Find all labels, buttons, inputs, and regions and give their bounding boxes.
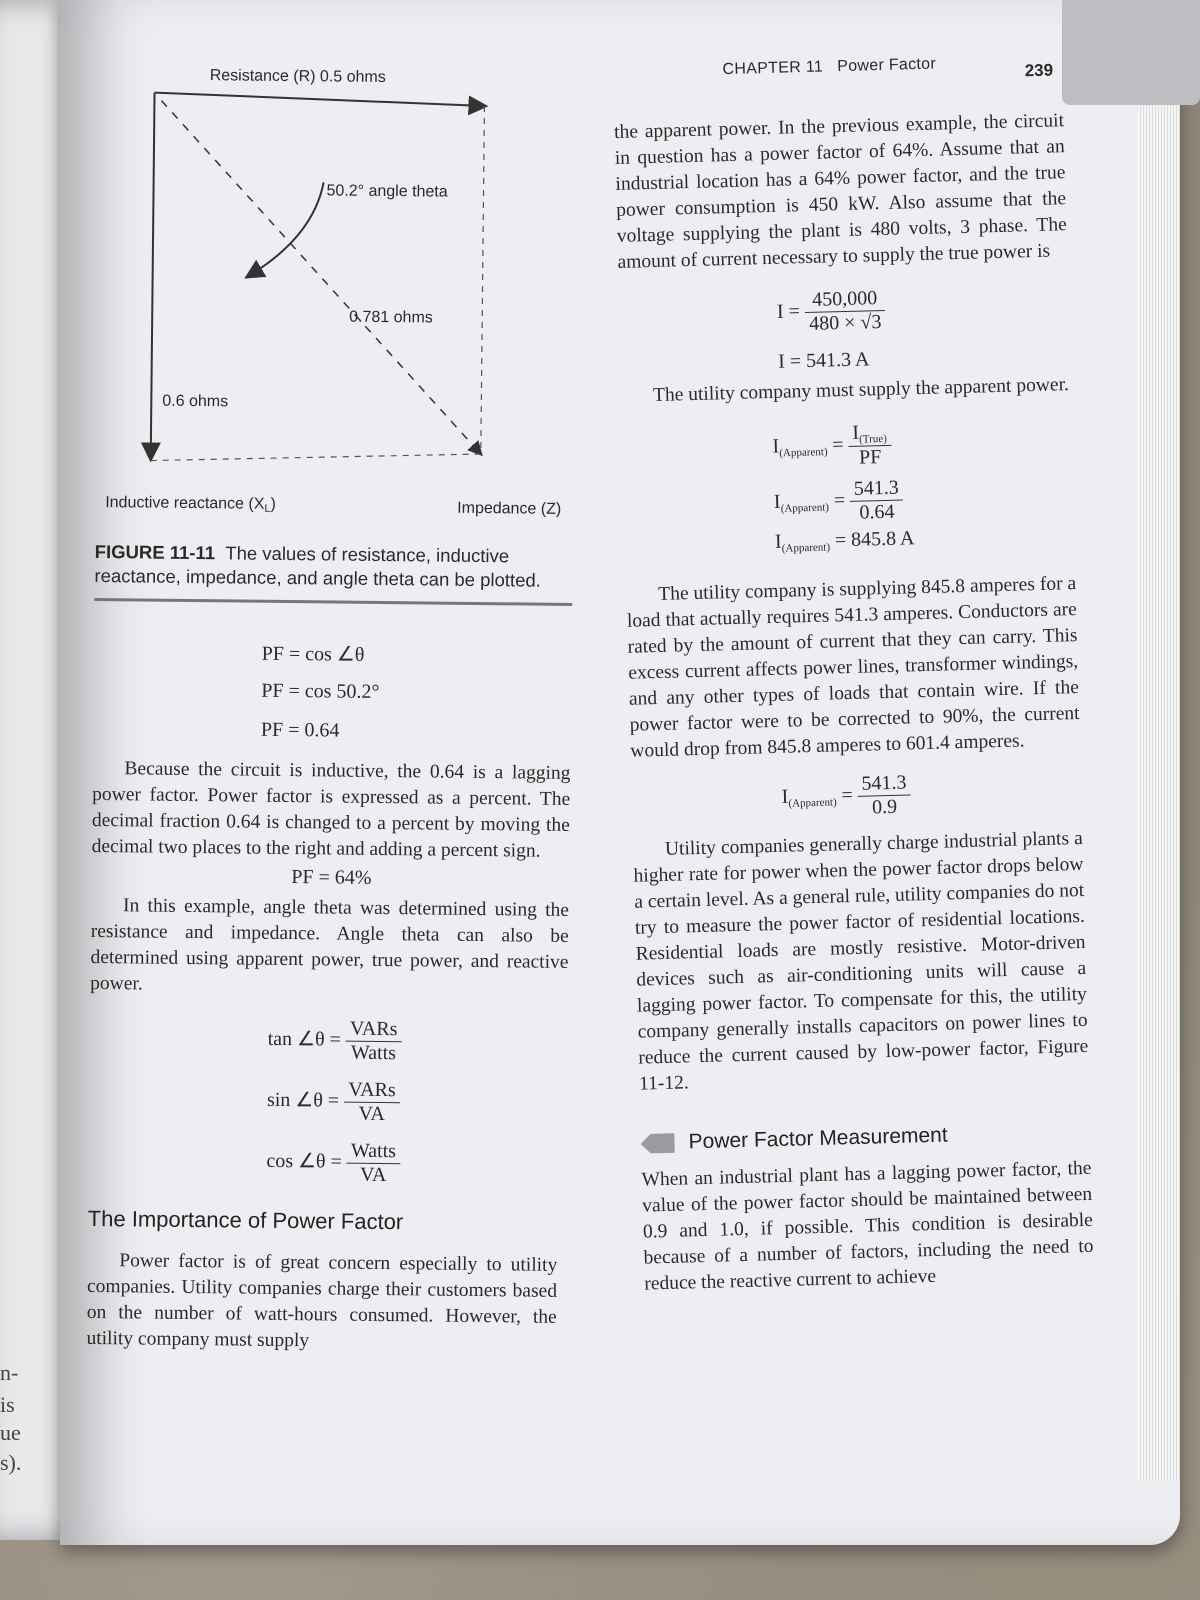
cos-fraction (347, 1140, 401, 1188)
angle-label: 50.2° angle theta (326, 182, 448, 201)
section-title-importance: The Importance of Power Factor (87, 1205, 404, 1235)
chapter-title: Power Factor (837, 55, 937, 76)
left-column (86, 50, 600, 1357)
apparent-sub: (Apparent) (780, 501, 830, 515)
tan-numerator: VARs (346, 1018, 402, 1043)
reactance-label (105, 494, 276, 515)
equation-apparent-formula (772, 416, 1073, 472)
page-number: 239 (1024, 60, 1054, 81)
chapter-label (722, 56, 936, 80)
equation-corrected-current (781, 767, 1082, 822)
equation-apparent-result (775, 523, 1076, 555)
dashed-vertical (481, 106, 485, 454)
current-denominator: 480 × √3 (808, 311, 882, 335)
corrected-fraction (857, 771, 911, 819)
measurement-title-text: Power Factor Measurement (688, 1123, 948, 1154)
cos-lhs: cos ∠θ = (266, 1149, 342, 1173)
left-fragment: s). (0, 1450, 22, 1475)
left-fragment: ue (0, 1420, 21, 1445)
chapter-number: CHAPTER 11 (722, 58, 824, 79)
figure-caption (94, 540, 574, 593)
tan-fraction (346, 1018, 402, 1066)
section-title-measurement (640, 1120, 1090, 1156)
figure-number: FIGURE 11-11 (94, 540, 216, 564)
equation-pf-result: PF = 0.64 (260, 718, 340, 742)
apparent-label: I (774, 530, 782, 553)
true-sub: (True) (859, 432, 888, 446)
equation-pf-percent: PF = 64% (291, 866, 372, 889)
equals-sign: = (841, 784, 854, 807)
paragraph-importance: Power factor is of great concern especially to utility companies. Utility companies charge their customers based on the number of watt-hours consumed. However, the utility company must supply (86, 1250, 558, 1352)
paragraph-angle-theta: In this example, angle theta was determined using the resistance and impedance. Angle theta can also be determined using apparent power, true power, and reactive power. (90, 895, 570, 995)
reactance-label-close: ) (270, 495, 276, 513)
tan-denominator: Watts (350, 1041, 397, 1065)
reactance-label-sub: L (264, 502, 271, 515)
equation-pf-cos: PF = cos ∠θ (261, 642, 365, 666)
apparent-sub: (Apparent) (788, 796, 837, 810)
apparent-sub: (Apparent) (781, 541, 831, 555)
dashed-horizontal (151, 451, 481, 464)
current-numerator: 450,000 (804, 287, 885, 313)
equals-sign: = (833, 489, 846, 512)
equation-apparent-values (773, 472, 1074, 527)
left-fragment: is (0, 1392, 15, 1417)
equals-sign: = (832, 433, 844, 456)
apparent-values-fraction (850, 477, 904, 525)
equation-cos (266, 1139, 588, 1189)
apparent-fraction (848, 421, 892, 470)
sin-denominator: VA (358, 1102, 386, 1126)
sin-numerator: VARs (344, 1079, 400, 1104)
right-column (612, 38, 1095, 1297)
equation-tan (267, 1017, 589, 1067)
true-label: I (852, 421, 860, 444)
equation-current-result: I = 541.3 A (777, 348, 870, 373)
apparent-sub: (Apparent) (779, 446, 828, 460)
caption-rule (94, 598, 572, 606)
page-number-tab (1062, 0, 1200, 105)
current-fraction (804, 287, 885, 336)
impedance-label: Impedance (Z) (457, 499, 562, 518)
section-arrow-icon (640, 1133, 675, 1154)
running-header (612, 38, 1064, 120)
paragraph-apparent-power: the apparent power. In the previous example, the circuit in question has a power factor of 64%. Assume that an industrial location has a 64% power factor, and the true power consumption is 450 kW. Also assume that the voltage supplying the plant is 480 volts, 3 phase. The amount of current necessary to supply the true power is (613, 110, 1068, 273)
paragraph-supply-apparent: The utility company must supply the apparent power. (652, 374, 1070, 407)
impedance-triangle-diagram (95, 50, 600, 525)
angle-arc (248, 182, 324, 278)
reactance-label-text: Inductive reactance (X (105, 494, 265, 513)
sin-lhs: sin ∠θ = (266, 1088, 340, 1112)
paragraph-measurement: When an industrial plant has a lagging power factor, the value of the power factor should be maintained between 0.9 and 1.0, if possible. This condition is desirable because of a number of factors, including the need to reduce the reactive current to achieve (641, 1157, 1094, 1295)
reactance-arrow (151, 93, 155, 459)
book-page (60, 0, 1180, 1545)
equation-current (776, 282, 1069, 337)
tan-lhs: tan ∠θ = (267, 1027, 341, 1051)
paragraph-utility-rates: Utility companies generally charge industrial plants a higher rate for power when the power factor drops below a certain level. As a general rule, utility companies do not try to measure the power factor of residential locations. Residential loads are mostly resistive. Motor-driven devices such as air-conditioning units will cause a lagging power factor. To compensate for this, the utility company generally installs capacitors on power lines to reduce the current caused by low-power factor, Figure 11-12. (633, 827, 1089, 1095)
equation-pf-cos-value: PF = cos 50.2° (261, 679, 380, 703)
cos-denominator: VA (359, 1163, 387, 1187)
hypotenuse-value-label: 0.781 ohms (349, 308, 433, 327)
reactance-value-label: 0.6 ohms (162, 392, 229, 411)
apparent-label: I (781, 785, 789, 808)
values-denominator: 0.64 (859, 500, 895, 524)
apparent-label: I (773, 490, 781, 514)
apparent-label: I (772, 435, 780, 458)
apparent-numerator (848, 421, 891, 447)
resistance-label: Resistance (R) 0.5 ohms (209, 67, 386, 86)
corrected-denominator: 0.9 (871, 795, 898, 819)
figure-caption-text: The values of resistance, inductive reactance, impedance, and angle theta can be plotted. (94, 542, 541, 591)
current-lhs: I = (776, 300, 801, 323)
corrected-numerator: 541.3 (857, 771, 911, 796)
cos-numerator: Watts (347, 1140, 400, 1165)
equation-sin (267, 1078, 589, 1128)
figure-11-11 (95, 50, 600, 525)
paragraph-excess-current: The utility company is supplying 845.8 amperes for a load that actually requires 541.3 amperes. Conductors are rated by the amount of current that they can carry. This excess current affects power lines, transformer windings, and any other types of loads that contain wire. If the power factor were to be corrected to 90%, the current would drop from 845.8 amperes to 601.4 amperes. (626, 573, 1080, 762)
paragraph-lagging: Because the circuit is inductive, the 0.64 is a lagging power factor. Power factor is expressed as a percent. The decimal fraction 0.64 is changed to a percent by moving the decimal two places to the right and adding a percent sign. (91, 758, 571, 862)
apparent-result: = 845.8 A (834, 527, 915, 552)
left-fragment: n- (0, 1360, 19, 1385)
sin-fraction (344, 1079, 400, 1127)
resistance-arrow (154, 93, 484, 106)
apparent-denominator: PF (858, 446, 882, 469)
page-stack-edge (1138, 20, 1180, 1480)
values-numerator: 541.3 (850, 477, 904, 502)
